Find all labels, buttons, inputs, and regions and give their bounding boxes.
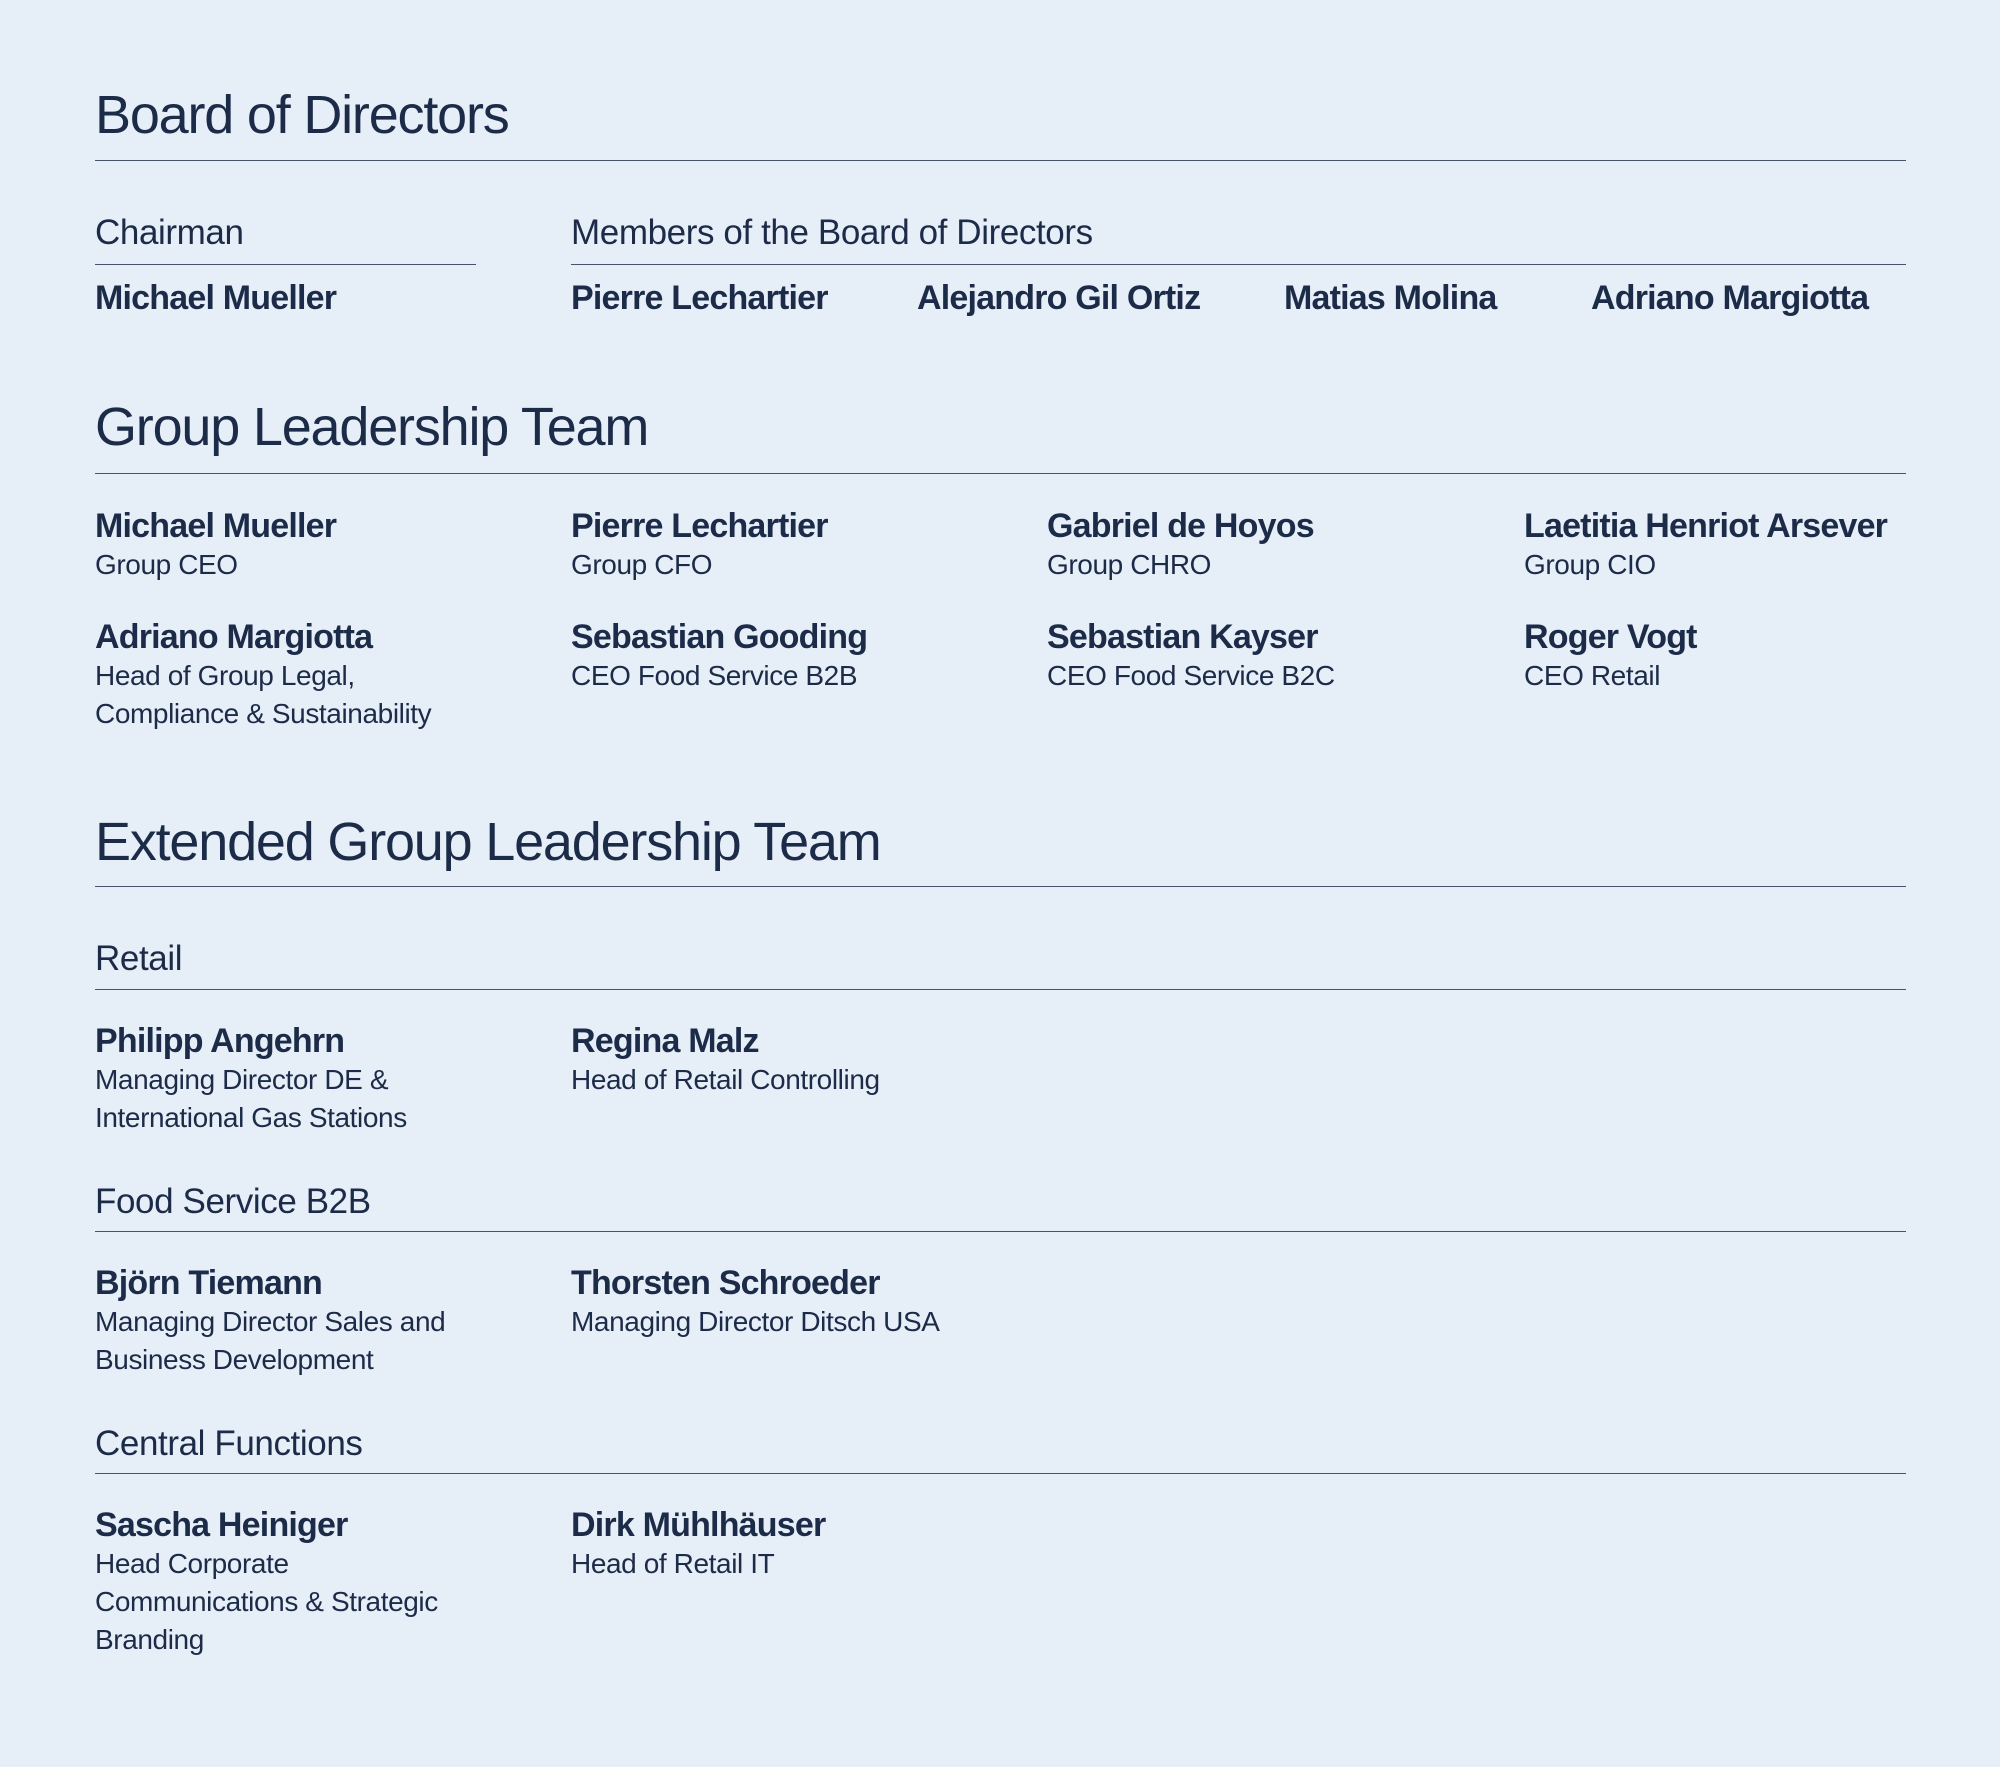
person-role: Group CHRO xyxy=(1047,549,1212,580)
person-name: Pierre Lechartier xyxy=(571,507,828,545)
glt-title: Group Leadership Team xyxy=(95,397,649,457)
glt-title-divider xyxy=(95,473,1906,474)
group-label-retail: Retail xyxy=(95,939,183,978)
person-name: Thorsten Schroeder xyxy=(571,1264,880,1302)
board-member: Adriano Margiotta xyxy=(1591,279,1869,317)
eglt-title: Extended Group Leadership Team xyxy=(95,812,881,872)
board-member: Pierre Lechartier xyxy=(571,279,828,317)
person-name: Adriano Margiotta xyxy=(95,618,373,656)
person-name: Sebastian Gooding xyxy=(571,618,868,656)
chairman-divider xyxy=(95,264,476,265)
person-role: Head of Retail Controlling xyxy=(571,1064,880,1095)
eglt-person xyxy=(95,1505,535,1659)
person-name: Sascha Heiniger xyxy=(95,1506,348,1544)
glt-person xyxy=(1047,617,1487,695)
glt-person xyxy=(1524,617,1964,695)
person-name: Roger Vogt xyxy=(1524,618,1697,656)
person-name: Dirk Mühlhäuser xyxy=(571,1506,826,1544)
person-role: Managing Director Sales and Business Development xyxy=(95,1306,446,1375)
person-role: CEO Food Service B2B xyxy=(571,660,858,691)
person-name: Björn Tiemann xyxy=(95,1264,323,1302)
group-label-food-service-b2b: Food Service B2B xyxy=(95,1182,371,1221)
eglt-person xyxy=(571,1263,1011,1341)
person-role: Head of Group Legal, Compliance & Sustainability xyxy=(95,660,432,729)
person-role: CEO Food Service B2C xyxy=(1047,660,1335,691)
person-role: Head Corporate Communications & Strategic Branding xyxy=(95,1548,438,1655)
person-name: Sebastian Kayser xyxy=(1047,618,1318,656)
person-role: Managing Director DE & International Gas Stations xyxy=(95,1064,407,1133)
glt-person xyxy=(95,506,535,584)
person-role: Group CFO xyxy=(571,549,713,580)
person-name: Regina Malz xyxy=(571,1022,759,1060)
board-title-divider xyxy=(95,160,1906,161)
eglt-person xyxy=(95,1021,535,1137)
board-member: Alejandro Gil Ortiz xyxy=(917,279,1201,317)
glt-person xyxy=(571,617,1011,695)
group-divider xyxy=(95,1231,1906,1232)
person-role: Managing Director Ditsch USA xyxy=(571,1306,940,1337)
members-label: Members of the Board of Directors xyxy=(571,213,1093,252)
eglt-person xyxy=(571,1021,1011,1099)
group-divider xyxy=(95,1473,1906,1474)
chairman-name: Michael Mueller xyxy=(95,279,337,317)
board-member: Matias Molina xyxy=(1284,279,1497,317)
person-name: Laetitia Henriot Arsever xyxy=(1524,507,1888,545)
person-role: Group CEO xyxy=(95,549,238,580)
glt-person xyxy=(1047,506,1487,584)
person-name: Philipp Angehrn xyxy=(95,1022,345,1060)
group-divider xyxy=(95,989,1906,990)
person-name: Michael Mueller xyxy=(95,507,337,545)
board-title: Board of Directors xyxy=(95,85,509,145)
glt-person xyxy=(1524,506,1964,584)
person-name: Gabriel de Hoyos xyxy=(1047,507,1314,545)
eglt-person xyxy=(95,1263,535,1379)
group-label-central-functions: Central Functions xyxy=(95,1424,363,1463)
chairman-label: Chairman xyxy=(95,213,244,252)
eglt-person xyxy=(571,1505,1011,1583)
members-divider xyxy=(571,264,1906,265)
person-role: Group CIO xyxy=(1524,549,1656,580)
glt-person xyxy=(95,617,535,733)
person-role: CEO Retail xyxy=(1524,660,1661,691)
glt-person xyxy=(571,506,1011,584)
eglt-title-divider xyxy=(95,886,1906,887)
person-role: Head of Retail IT xyxy=(571,1548,775,1579)
